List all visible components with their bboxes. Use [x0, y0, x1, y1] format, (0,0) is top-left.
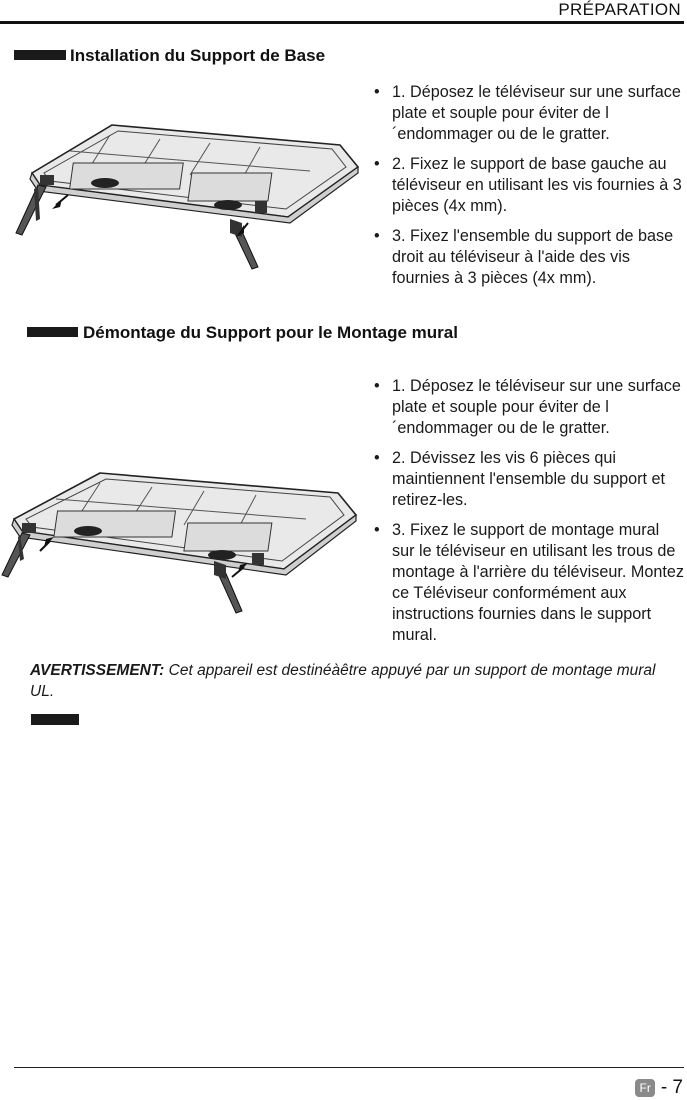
list-item: • 3. Fixez le support de montage mural sur le téléviseur en utilisant les trous de montage à l'arrière du téléviseur. Montez ce Téléviseur conformément aux instructions fournies dans le support mural. — [374, 521, 684, 644]
installation-steps — [372, 82, 684, 298]
list-item: • 1. Déposez le téléviseur sur une surface plate et souple pour éviter de l´endommager ou de le gratter. — [374, 377, 681, 437]
page-footer — [635, 1077, 683, 1099]
warning-note — [30, 660, 680, 702]
list-item: • 2. Fixez le support de base gauche au téléviseur en utilisant les vis fournies à 3 pièces (4x mm). — [374, 155, 682, 215]
section-title-wall-mount: Démontage du Support pour le Montage mural — [83, 323, 458, 342]
footer-rule — [14, 1067, 684, 1068]
warning-label: AVERTISSEMENT: — [30, 662, 165, 679]
list-item: • 3. Fixez l'ensemble du support de base droit au téléviseur à l'aide des vis fournies à 3 pièces (4x mm). — [374, 227, 674, 287]
note-marker — [31, 714, 79, 725]
list-item: • 2. Dévissez les vis 6 pièces qui maintiennent l'ensemble du support et retirez-les. — [374, 449, 666, 509]
page-title: PRÉPARATION — [558, 0, 681, 19]
list-item: • 1. Déposez le téléviseur sur une surface plate et souple pour éviter de l´endommager ou de le gratter. — [374, 83, 681, 143]
section-title-installation: Installation du Support de Base — [70, 46, 326, 65]
warning-text: Cet appareil est destinéàêtre appuyé par un support de montage mural UL. — [30, 662, 656, 700]
section-marker — [27, 327, 78, 337]
removal-steps — [372, 376, 686, 655]
bullet-icon: • — [374, 377, 380, 395]
bullet-icon: • — [374, 449, 380, 467]
page-number: - 7 — [660, 1077, 683, 1098]
tv-stand-installation-illustration — [10, 115, 360, 275]
tv-stand-removal-illustration — [0, 465, 360, 625]
header-rule — [0, 21, 684, 24]
bullet-icon: • — [374, 83, 380, 101]
language-badge: Fr — [635, 1079, 654, 1097]
section-marker — [14, 50, 66, 60]
bullet-icon: • — [374, 227, 380, 245]
bullet-icon: • — [374, 155, 380, 173]
bullet-icon: • — [374, 521, 380, 539]
